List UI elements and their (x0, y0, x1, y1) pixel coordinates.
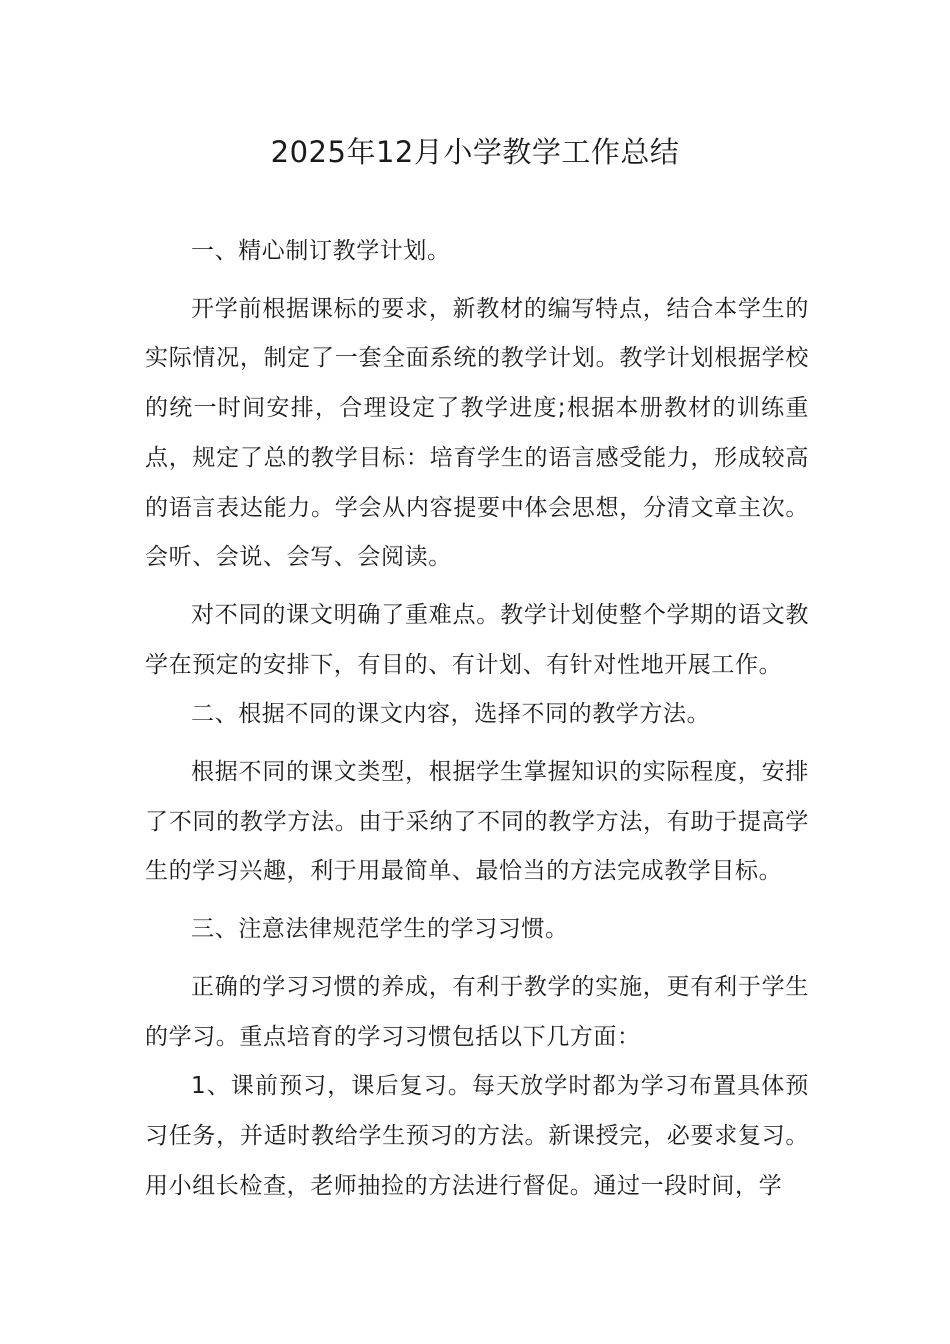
section-heading-2: 二、根据不同的课文内容，选择不同的教学方法。 (191, 701, 711, 728)
body-paragraph: 开学前根据课标的要求，新教材的编写特点，结合本学生的实际情况，制定了一套全面系统的教学计划。教学计划根据学校的统一时间安排，合理设定了教学进度;根据本册教材的训练重点，规定了总的教学目标：培育学生的语言感受能力，形成较高的语言表达能力。学会从内容提要中体会思想，分清文章主次。会听、会说、会写、会阅读。 (145, 295, 809, 571)
document-body (145, 227, 809, 1211)
document-title: 2025年12月小学教学工作总结 (270, 135, 680, 169)
body-paragraph: 对不同的课文明确了重难点。教学计划使整个学期的语文教学在预定的安排下，有目的、有计划、有针对性地开展工作。 (145, 601, 809, 678)
list-item: 1、课前预习，课后复习。每天放学时都为学习布置具体预习任务，并适时教给学生预习的方法。新课授完，必要求复习。用小组长检查，老师抽捡的方法进行督促。通过一段时间，学 (145, 1073, 809, 1199)
body-paragraph: 根据不同的课文类型，根据学生掌握知识的实际程度，安排了不同的教学方法。由于采纳了不同的教学方法，有助于提高学生的学习兴趣，利于用最简单、最恰当的方法完成教学目标。 (145, 759, 809, 885)
body-paragraph: 正确的学习习惯的养成，有利于教学的实施，更有利于学生的学习。重点培育的学习习惯包括以下几方面： (145, 973, 809, 1050)
section-heading-1: 一、精心制订教学计划。 (191, 238, 451, 264)
section-heading-3: 三、注意法律规范学生的学习习惯。 (191, 916, 569, 943)
